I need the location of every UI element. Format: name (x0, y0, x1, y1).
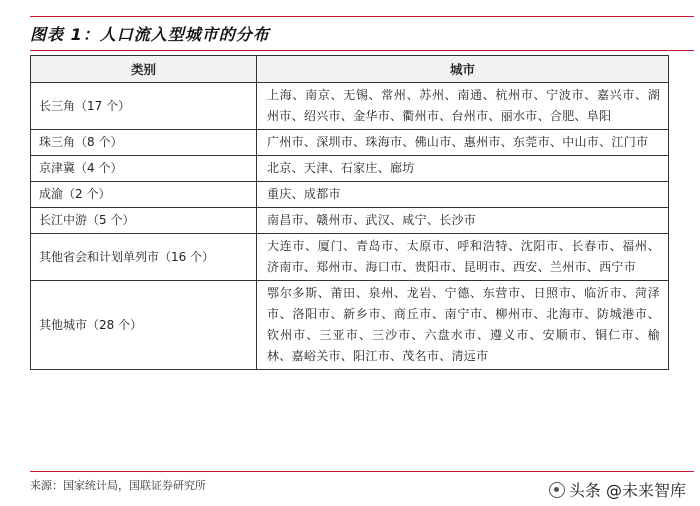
row-cities: 北京、天津、石家庄、廊坊 (257, 156, 669, 182)
title-rule (30, 50, 694, 51)
watermark (549, 478, 686, 501)
table-header-row (31, 56, 669, 83)
row-cities: 南昌市、赣州市、武汉、咸宁、长沙市 (257, 208, 669, 234)
row-category: 京津冀（4 个） (31, 156, 257, 182)
table-row (31, 281, 669, 370)
table-row (31, 83, 669, 130)
row-category: 珠三角（8 个） (31, 130, 257, 156)
row-cities: 上海、南京、无锡、常州、苏州、南通、杭州市、宁波市、嘉兴市、湖州市、绍兴市、金华市、衢州市、台州市、丽水市、合肥、阜阳 (257, 83, 669, 130)
row-category: 其他省会和计划单列市（16 个） (31, 234, 257, 281)
row-cities: 鄂尔多斯、莆田、泉州、龙岩、宁德、东营市、日照市、临沂市、菏泽市、洛阳市、新乡市、商丘市、南宁市、柳州市、北海市、防城港市、钦州市、三亚市、三沙市、六盘水市、遵义市、安顺市、铜仁市、榆林、嘉峪关市、阳江市、茂名市、清远市 (257, 281, 669, 370)
table-row (31, 208, 669, 234)
row-category: 成渝（2 个） (31, 182, 257, 208)
row-cities: 重庆、成都市 (257, 182, 669, 208)
watermark-text: 头条 @未来智库 (568, 481, 686, 500)
city-distribution-table (30, 55, 669, 370)
figure-title: 图表 1：人口流入型城市的分布 (30, 25, 270, 44)
top-rule (30, 16, 694, 17)
table-row (31, 130, 669, 156)
bottom-rule (30, 471, 694, 472)
table-row (31, 234, 669, 281)
table-row (31, 182, 669, 208)
source-note: 来源：国家统计局，国联证券研究所 (30, 479, 206, 492)
row-category: 其他城市（28 个） (31, 281, 257, 370)
header-cities: 城市 (257, 56, 669, 83)
row-cities: 大连市、厦门、青岛市、太原市、呼和浩特、沈阳市、长春市、福州、济南市、郑州市、海口市、贵阳市、昆明市、西安、兰州市、西宁市 (257, 234, 669, 281)
table-row (31, 156, 669, 182)
row-category: 长三角（17 个） (31, 83, 257, 130)
watermark-logo-icon (549, 482, 565, 498)
row-category: 长江中游（5 个） (31, 208, 257, 234)
header-category: 类别 (31, 56, 257, 83)
row-cities: 广州市、深圳市、珠海市、佛山市、惠州市、东莞市、中山市、江门市 (257, 130, 669, 156)
